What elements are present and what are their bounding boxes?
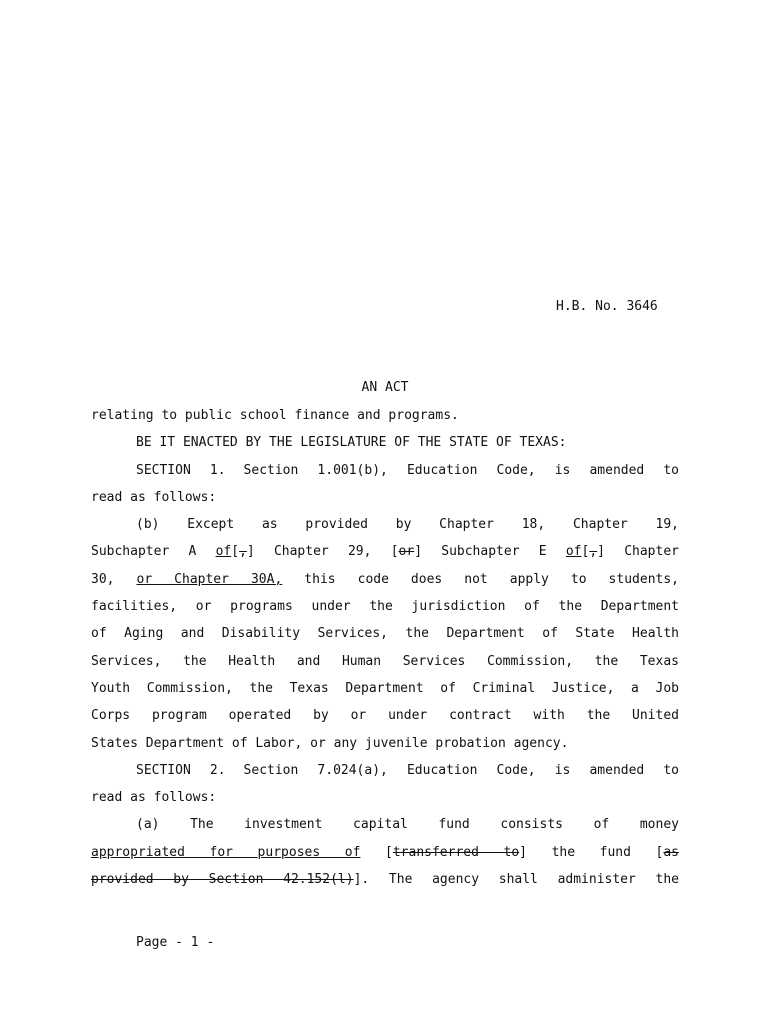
enacting-clause: BE IT ENACTED BY THE LEGISLATURE OF THE STATE OF TEXAS:: [136, 435, 567, 451]
section-2-line-3: provided by Section 42.152(l)]. The agency shall administer the: [91, 872, 680, 888]
section-1-line-8: Corps program operated by or under contract with the United: [91, 708, 679, 724]
inserted-text: of: [215, 544, 232, 560]
bill-number: H.B. No. 3646: [556, 299, 658, 314]
deleted-text: ,: [239, 544, 247, 560]
deleted-text: ,: [589, 544, 598, 560]
section-1-line-3: 30, or Chapter 30A, this code does not apply to students,: [91, 571, 679, 587]
inserted-text: or Chapter 30A,: [136, 571, 283, 587]
section-1-line-9: States Department of Labor, or any juvenile probation agency.: [91, 735, 569, 751]
section-1-line-6: Services, the Health and Human Services Commission, the Texas: [91, 653, 679, 669]
section-1-line-1: (b) Except as provided by Chapter 18, Chapter 19,: [136, 517, 679, 533]
section-1-line-2: Subchapter A of[,] Chapter 29, [or] Subchapter E of[,] Chapter: [91, 544, 679, 560]
section-2-line-1: (a) The investment capital fund consists of money: [136, 817, 679, 833]
page-number: Page - 1 -: [136, 935, 215, 950]
section-2-heading: SECTION 2.: [136, 762, 226, 778]
deleted-text: transferred to: [392, 844, 520, 860]
deleted-text: as: [663, 844, 680, 860]
section-1-intro: SECTION 1. Section 1.001(b), Education Code, is amended to: [136, 462, 679, 478]
section-2-intro: SECTION 2. Section 7.024(a), Education Code, is amended to: [136, 762, 679, 778]
inserted-text: of: [565, 544, 582, 560]
inserted-text: appropriated for purposes of: [91, 844, 361, 860]
deleted-text: provided by Section 42.152(l): [91, 872, 354, 888]
deleted-text: or: [398, 544, 415, 560]
act-title: AN ACT: [361, 380, 409, 395]
section-1-intro-cont: read as follows:: [91, 489, 217, 505]
section-1-line-4: facilities, or programs under the jurisdiction of the Department: [91, 599, 679, 615]
section-1-line-7: Youth Commission, the Texas Department of Criminal Justice, a Job: [91, 680, 679, 696]
bill-text: [91, 402, 679, 893]
section-2-intro-cont: read as follows:: [91, 790, 217, 806]
section-1-heading: SECTION 1.: [136, 462, 226, 478]
section-2-line-2: appropriated for purposes of [transferred to] the fund [as: [91, 844, 680, 860]
section-1-line-5: of Aging and Disability Services, the Department of State Health: [91, 626, 679, 642]
caption: relating to public school finance and programs.: [91, 408, 459, 423]
